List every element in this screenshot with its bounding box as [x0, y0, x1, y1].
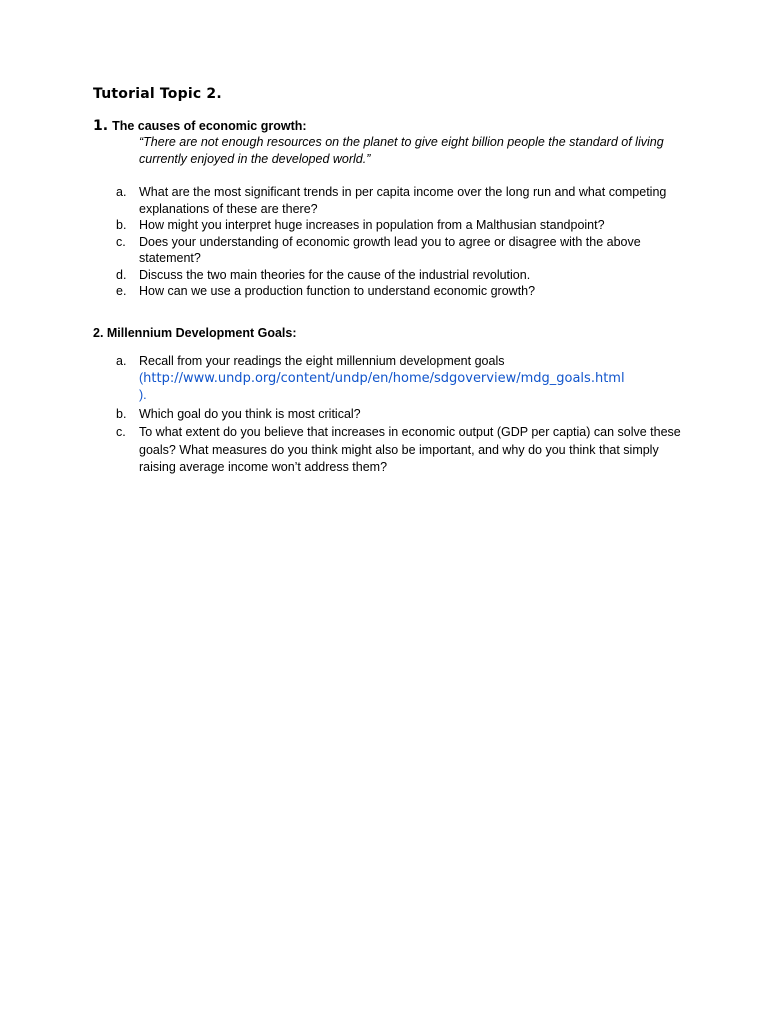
mdg-goals-link[interactable]: http://www.undp.org/content/undp/en/home/sdgoverview/mdg_goals.html [143, 370, 625, 386]
list-item [93, 184, 683, 217]
section-1-title: The causes of economic growth: [112, 119, 307, 133]
list-item [93, 406, 683, 423]
section-1-quote: “There are not enough resources on the planet to give eight billion people the standard of living currently enjoyed in the developed world.” [139, 135, 664, 166]
list-marker: a. [116, 185, 127, 199]
question-text: Does your understanding of economic growth lead you to agree or disagree with the above statement? [139, 234, 641, 265]
list-item [93, 234, 683, 267]
list-item [93, 424, 683, 477]
list-item [93, 353, 683, 404]
list-marker: b. [116, 218, 127, 232]
document-title: Tutorial Topic 2. [93, 86, 222, 102]
section-1-heading [93, 118, 307, 134]
question-text: Discuss the two main theories for the cause of the industrial revolution. [139, 267, 531, 282]
list-marker: a. [116, 354, 127, 368]
list-item [93, 267, 683, 284]
question-text: What are the most significant trends in per capita income over the long run and what competing explanations of these are there? [139, 185, 667, 216]
list-marker: c. [116, 234, 126, 249]
question-text: How can we use a production function to understand economic growth? [139, 284, 536, 298]
section-2-heading: 2. Millennium Development Goals: [93, 326, 297, 340]
list-marker: d. [116, 267, 127, 282]
section-2-question-list [93, 353, 683, 477]
question-text: Which goal do you think is most critical? [139, 406, 361, 421]
question-text: Recall from your readings the eight millennium development goals [139, 354, 505, 368]
section-1-question-list [93, 184, 683, 300]
question-text: To what extent do you believe that increases in economic output (GDP per captia) can solve these goals? What measures do you think might also be important, and why do you think that simply raising average income won’t address them? [139, 425, 681, 474]
list-item [93, 283, 683, 300]
list-marker: e. [116, 284, 127, 298]
question-text: How might you interpret huge increases in population from a Malthusian standpoint? [139, 218, 605, 232]
list-item [93, 217, 683, 234]
link-close-paren: ). [139, 388, 147, 402]
section-1-number: 1. [93, 118, 109, 134]
list-marker: b. [116, 406, 127, 421]
list-marker: c. [116, 425, 126, 439]
link-open-paren: ( [139, 370, 144, 385]
